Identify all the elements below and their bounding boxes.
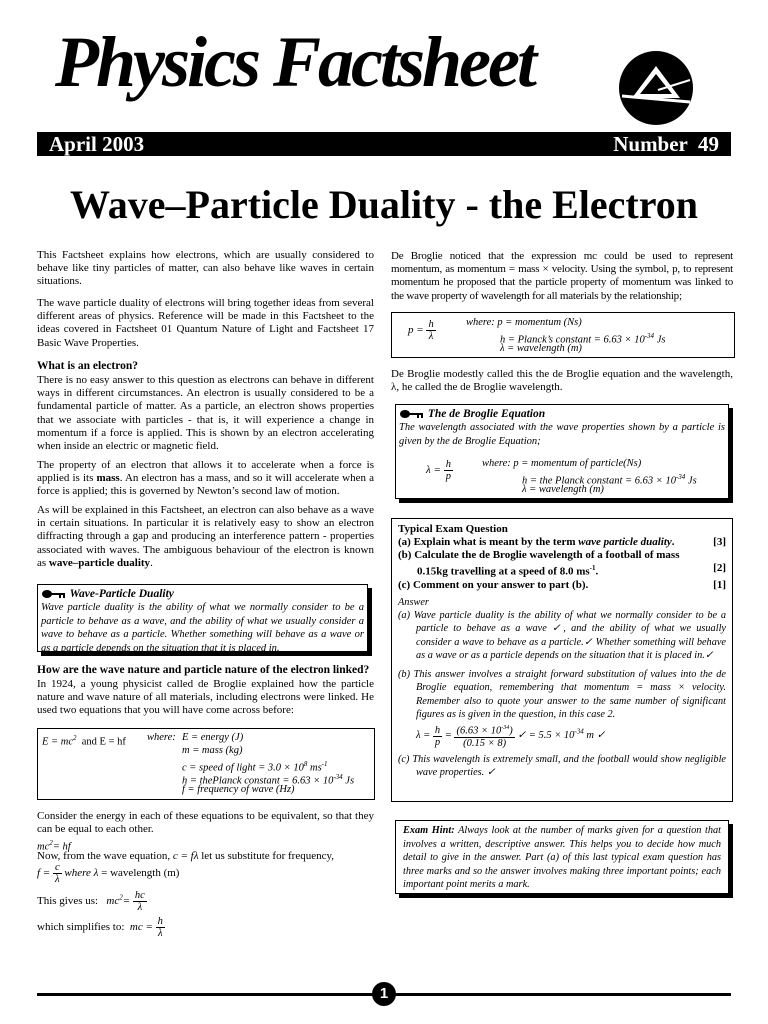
definition-box-text: Wave particle duality is the ability of what we normally consider to be a particle to behave as a wave, and the ability of what we usually consider a wave to behave as a particle. Whether something will behave as a wave or as a particle depends on the situation that it is placed in. [41,602,364,654]
answer-b-calculation: λ = $\frac{h}{p}$ = $\frac{(6.63 \times 10^{-34})}{(0.15 \times 8)}$ ✓ = $5.5 \times 10^{-34}$ m ✓ [416,724,606,749]
definition-box [37,584,368,652]
energy-equations-box [37,728,375,800]
page-number: 1 [372,982,396,1006]
equations-where: where: [147,732,176,743]
gives-us-equation: This gives us: $mc^2=$ $\frac{hc}{\lambda}$ [37,890,145,913]
exam-question-b-line2: 0.15kg travelling at a speed of 8.0 $ms^{-1}$. [2] [417,562,726,578]
de-broglie-intro: De Broglie noticed that the expression mc could be used to represent momentum, as momentum = mass × velocity. Using the symbol, p, to represent momentum he proposed that the particle property of momentum was linked to the wave property of wavelength for all materials by the relationship; [391,250,733,302]
eq1-wavelength-def: λ = wavelength (m) [500,343,582,354]
exam-hint-box [395,820,729,894]
exam-question-a: (a) Explain what is meant by the term wave particle duality. [3] [398,536,726,548]
issue-date: April 2003 [49,132,145,156]
eq-mass-def: m = mass (kg) [182,745,243,756]
exam-question-b-line1: (b) Calculate the de Broglie wavelength of a football of mass [398,549,680,561]
linked-text: In 1924, a young physicist called de Broglie explained how the particle nature and wave nature of all materials, including electrons were linked. He used two equations that you will have come across before: [37,678,374,717]
eq-speed-light-def: c = speed of light = $3.0 \times 10^8$ $ms^{-1}$ [182,760,328,774]
answer-a: (a) Wave particle duality is the ability of what we normally consider to be a particle to behave as a wave ✓, and the ability of what we usually consider a wave to behave as a particle.✓ Whether something will behave as a wave or as a particle depends on the situation that it is placed in.✓ [398,609,726,661]
duality-paragraph: As will be explained in this Factsheet, an electron can also behave as a wave in certain situations. In particular it is relatively easy to show an electron diffracting through a gap and producing an interference pattern - properties associated with waves. The ambiguous behaviour of the electron is known as wave–particle duality. [37,504,374,569]
de-broglie-equation-box [395,404,729,499]
key-icon [399,409,425,419]
exam-title: Typical Exam Question [398,523,508,535]
frequency-substitution: f = $\frac{c}{\lambda}$ where λ = wavelength (m) [37,862,180,885]
db-momentum-def: where: p = momentum of particle(Ns) [482,458,642,469]
exam-hint-text: Exam Hint: Always look at the number of marks given for a question that involves a written, descriptive answer. This helps you to decide how much detail to give in the answer. Part (a) of this last typical exam question has three marks and so the answer involves making three important points; each important point merits a mark. [403,825,721,890]
consider-paragraph: Consider the energy in each of these equations to be equivalent, so that they can be equal to each other. [37,810,374,836]
answer-b: (b) This answer involves a straight forward substitution of values into the de Broglie equation, remembering that momentum = mass × velocity. Remember also to quote your answer to the same number of significant figures as is given in the question, in this case 2. [398,669,726,721]
eq1-momentum-def: where: p = momentum (Ns) [466,317,582,328]
intro-paragraph-1: This Factsheet explains how electrons, which are usually considered to behave like tiny particles of matter, can also behave like waves in certain situations. [37,249,374,288]
mass-paragraph: The property of an electron that allows it to accelerate when a force is applied is its mass. An electron has a mass, and so it will accelerate when a force is applied; this is governed by Newton’s second law of motion. [37,459,374,498]
momentum-equation-box [391,312,735,358]
what-is-electron-text: There is no easy answer to this question as electrons can behave in different ways in different circumstances. An electron is usually considered to be a fundamental particle of matter. As a particle, an electron shows properties that we associate with particles - that is, it will experience a change in momentum if a force is applied. This is shown by an electron accelerating when inside an electric or magnetic field. [37,374,374,453]
wave-equation-line: Now, from the wave equation, c = fλ let us substitute for frequency, [37,850,335,862]
exam-question-c: (c) Comment on your answer to part (b). [1] [398,578,726,591]
answer-label: Answer [398,596,429,608]
key-icon [41,589,67,599]
issue-number: Number 49 [613,132,719,156]
issue-banner [37,132,731,156]
equation-emc2: $E = mc^2$ and E = hf [42,734,126,748]
typical-exam-question-box [391,518,733,802]
eq-frequency-def: f = frequency of wave (Hz) [182,784,295,795]
masthead-title: Physics Factsheet [55,22,534,102]
eq-planck-def: h = thePlanck constant = $6.63 \times 10^{-34}$ Js [182,773,355,787]
db-wavelength-def: λ = wavelength (m) [522,484,604,495]
answer-c: (c) This wavelength is extremely small, and the football would show negligible wave properties. ✓ [398,753,726,779]
de-broglie-box-title: The de Broglie Equation [399,407,725,421]
modest-paragraph: De Broglie modestly called this the de Broglie equation and the wavelength, λ, he called the de Broglie wavelength. [391,368,733,394]
section-heading-linked: How are the wave nature and particle nature of the electron linked? [37,664,370,676]
simplifies-equation: which simplifies to: mc = $\frac{h}{\lambda}$ [37,916,163,939]
p-equals-h-over-lambda: p = $\frac{h}{\lambda}$ [408,319,434,342]
section-heading-what-is-electron: What is an electron? [37,360,139,372]
lambda-equals-h-over-p: λ = $\frac{h}{p}$ [426,459,451,482]
physics-factsheet-logo-icon [618,50,694,126]
de-broglie-box-text: The wavelength associated with the wave properties shown by a particle is given by the de Broglie Equation; [399,422,725,447]
equation-mc2-hf: $mc^2=$ hf [37,839,71,853]
intro-paragraph-2: The wave particle duality of electrons will bring together ideas from several different areas of physics. Reference will be made in this Factsheet to the ideas covered in Factsheet 01 Quantum Nature of Light and Factsheet 17 Basic Wave Properties. [37,297,374,349]
eq1-planck-def: h = Planck’s constant = $6.63 \times 10^{-34}$ Js [500,332,666,346]
page-title: Wave–Particle Duality - the Electron [69,182,698,227]
eq-energy-def: E = energy (J) [182,732,244,743]
definition-box-title: Wave-Particle Duality [41,587,364,601]
db-planck-def: h = the Planck constant = $6.63 \times 10^{-34}$ Js [522,473,697,487]
